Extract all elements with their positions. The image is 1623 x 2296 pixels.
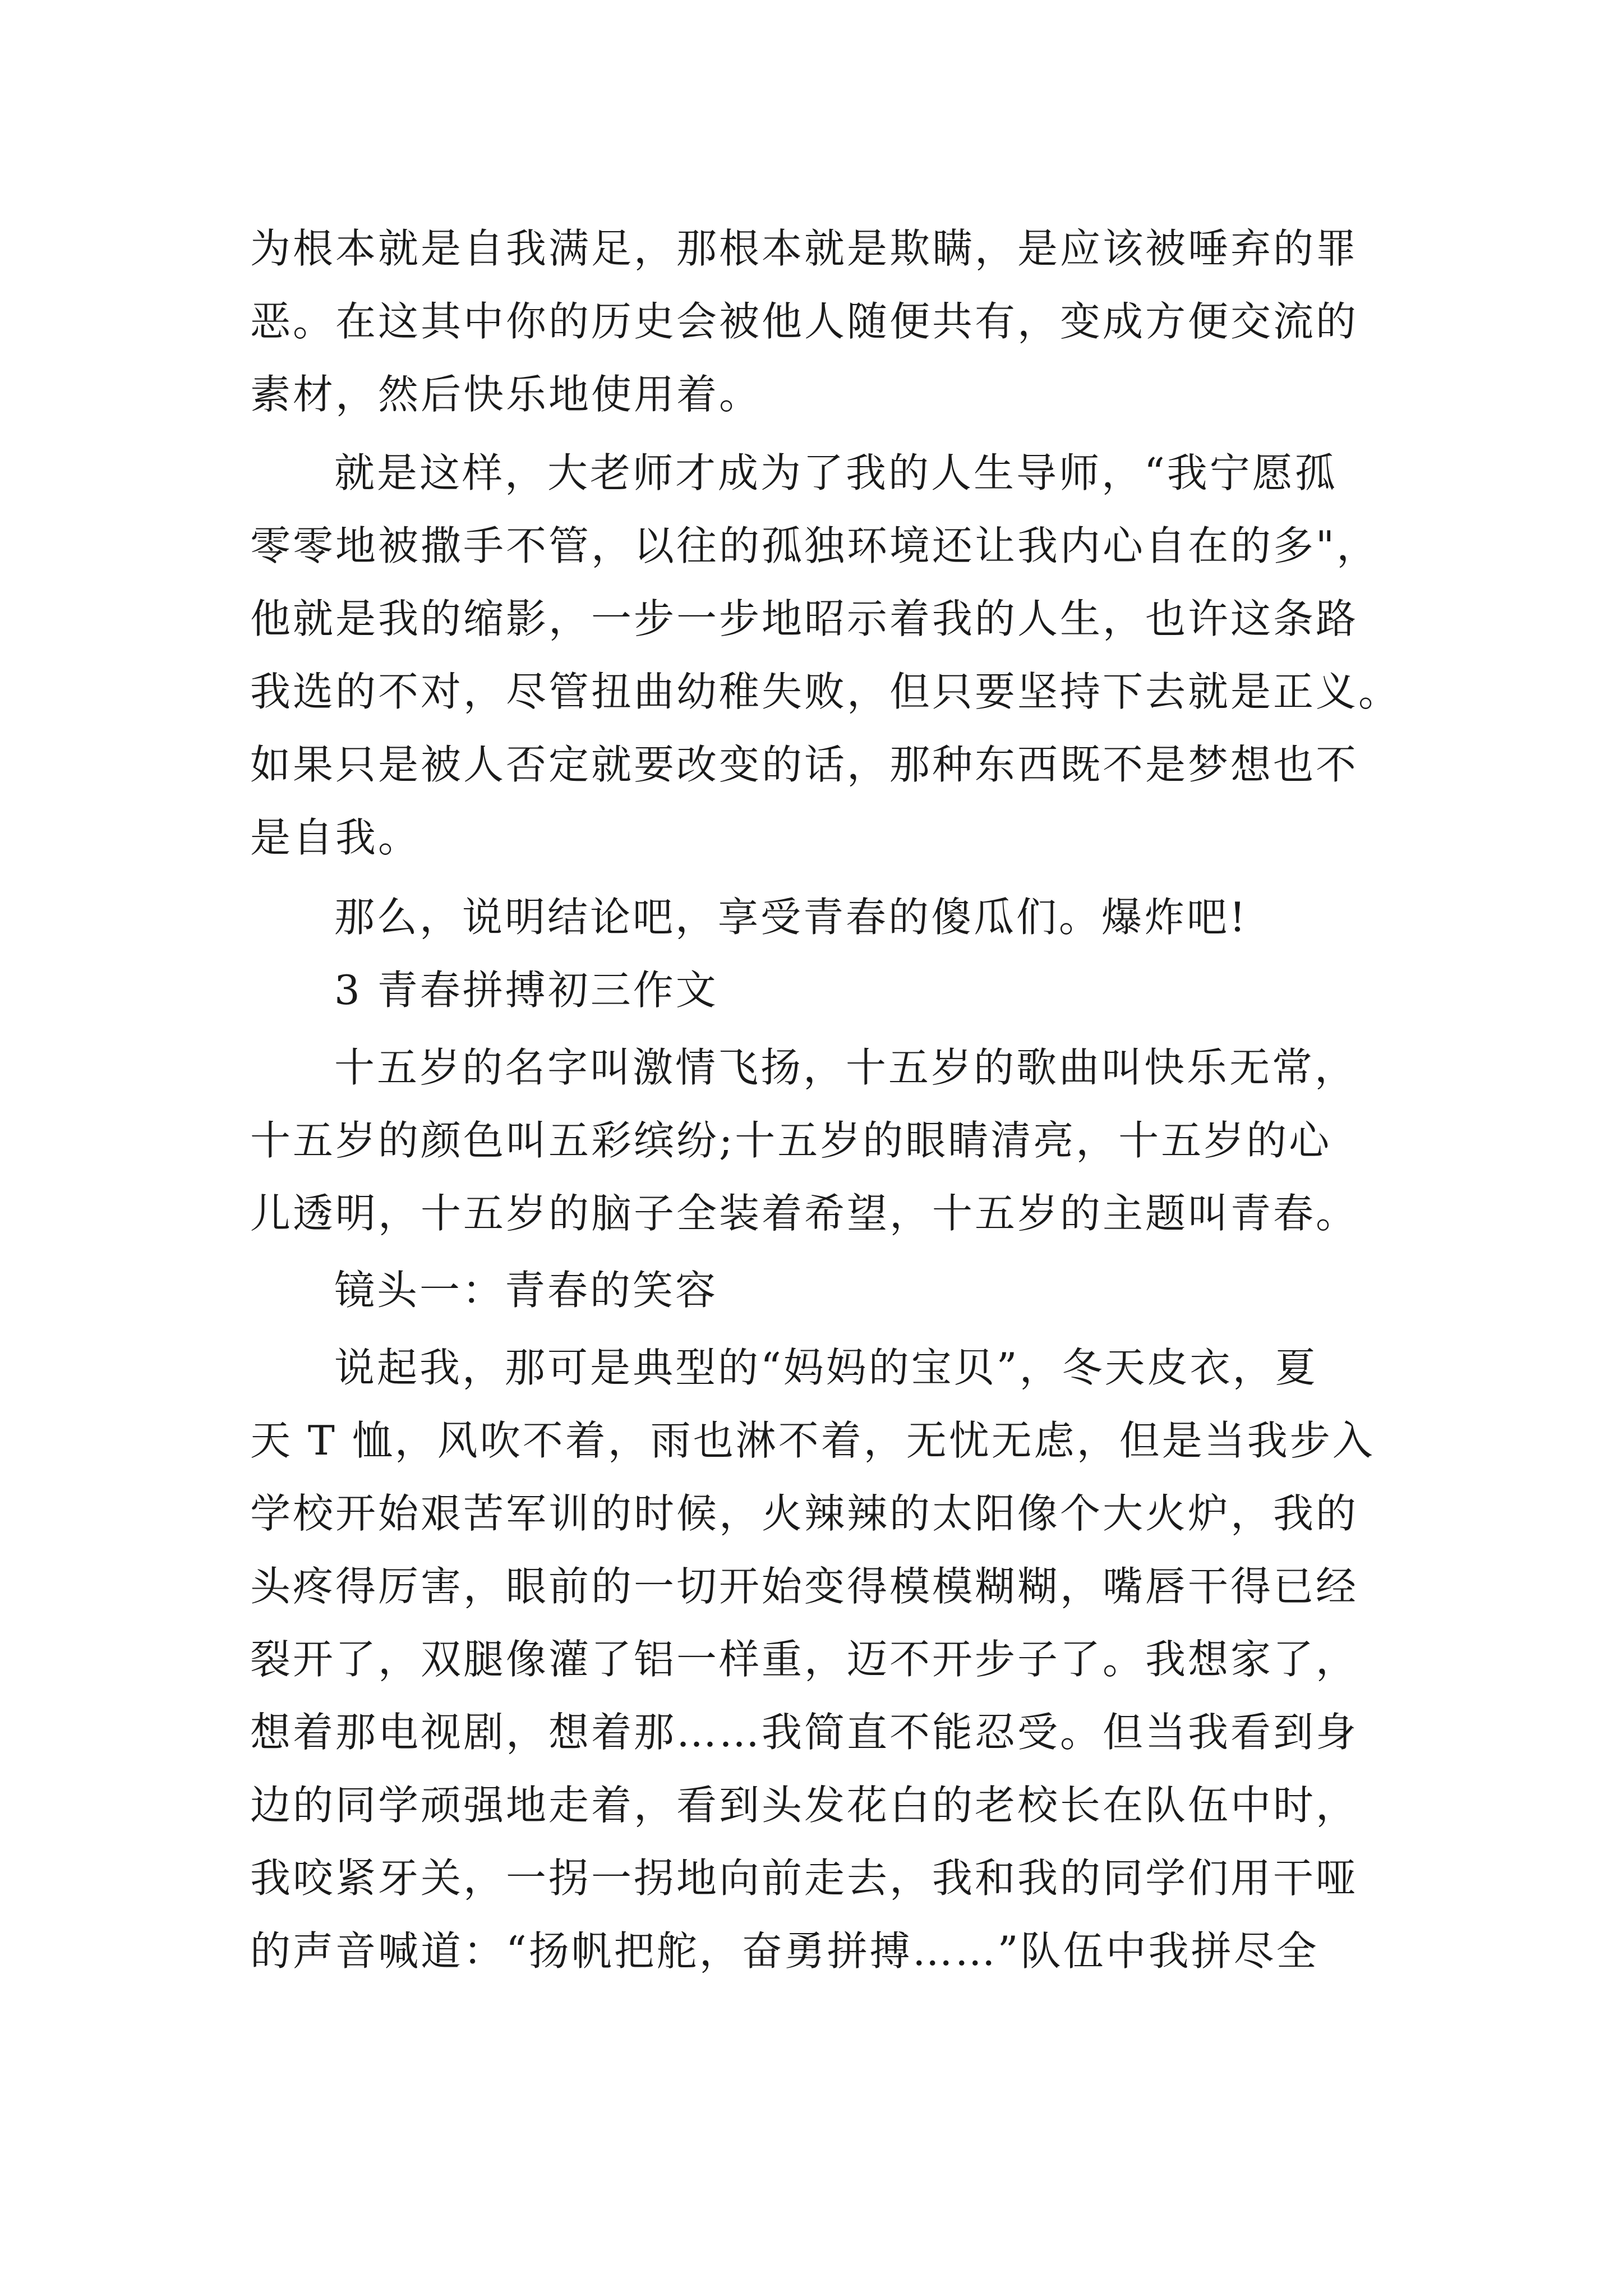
text-line: 学校开始艰苦军训的时候，火辣辣的太阳像个大火炉，我的 — [250, 1490, 1359, 1537]
text-line: 边的同学顽强地走着，看到头发花白的老校长在队伍中时， — [250, 1782, 1359, 1829]
text-line: 天 T 恤，风吹不着，雨也淋不着，无忧无虑，但是当我步入 — [250, 1417, 1375, 1464]
text-line: 裂开了，双腿像灌了铝一样重，迈不开步子了。我想家了， — [250, 1636, 1359, 1683]
text-line: 恶。在这其中你的历史会被他人随便共有，变成方便交流的 — [250, 298, 1359, 345]
paragraph-first-line: 十五岁的名字叫激情飞扬，十五岁的歌曲叫快乐无常， — [334, 1044, 1358, 1091]
text-line: 如果只是被人否定就要改变的话，那种东西既不是梦想也不 — [250, 741, 1359, 788]
subsection-heading: 镜头一：青春的笑容 — [334, 1267, 718, 1314]
text-line: 我选的不对，尽管扭曲幼稚失败，但只要坚持下去就是正义。 — [250, 668, 1401, 715]
text-line: 素材，然后快乐地使用着。 — [250, 371, 762, 418]
paragraph-first-line: 那么，说明结论吧，享受青春的傻瓜们。爆炸吧! — [334, 894, 1248, 941]
text-line: 零零地被撒手不管，以往的孤独环境还让我内心自在的多"， — [250, 522, 1380, 569]
text-line: 头疼得厉害，眼前的一切开始变得模模糊糊，嘴唇干得已经 — [250, 1563, 1359, 1610]
text-line: 十五岁的颜色叫五彩缤纷;十五岁的眼睛清亮，十五岁的心 — [250, 1117, 1332, 1164]
text-line: 为根本就是自我满足，那根本就是欺瞒，是应该被唾弃的罪 — [250, 225, 1359, 272]
section-heading: 3 青春拼搏初三作文 — [334, 967, 718, 1014]
paragraph-first-line: 就是这样，大老师才成为了我的人生导师，“我宁愿孤 — [334, 449, 1338, 496]
text-line: 我咬紧牙关，一拐一拐地向前走去，我和我的同学们用干哑 — [250, 1855, 1359, 1902]
text-line: 的声音喊道：“扬帆把舵，奋勇拼搏……”队伍中我拼尽全 — [250, 1927, 1319, 1975]
text-line: 想着那电视剧，想着那……我简直不能忍受。但当我看到身 — [250, 1709, 1359, 1756]
paragraph-first-line: 说起我，那可是典型的“妈妈的宝贝”，冬天皮衣，夏 — [334, 1344, 1318, 1391]
text-line: 他就是我的缩影，一步一步地昭示着我的人生，也许这条路 — [250, 595, 1359, 642]
text-line: 是自我。 — [250, 814, 421, 861]
text-line: 儿透明，十五岁的脑子全装着希望，十五岁的主题叫青春。 — [250, 1190, 1359, 1237]
